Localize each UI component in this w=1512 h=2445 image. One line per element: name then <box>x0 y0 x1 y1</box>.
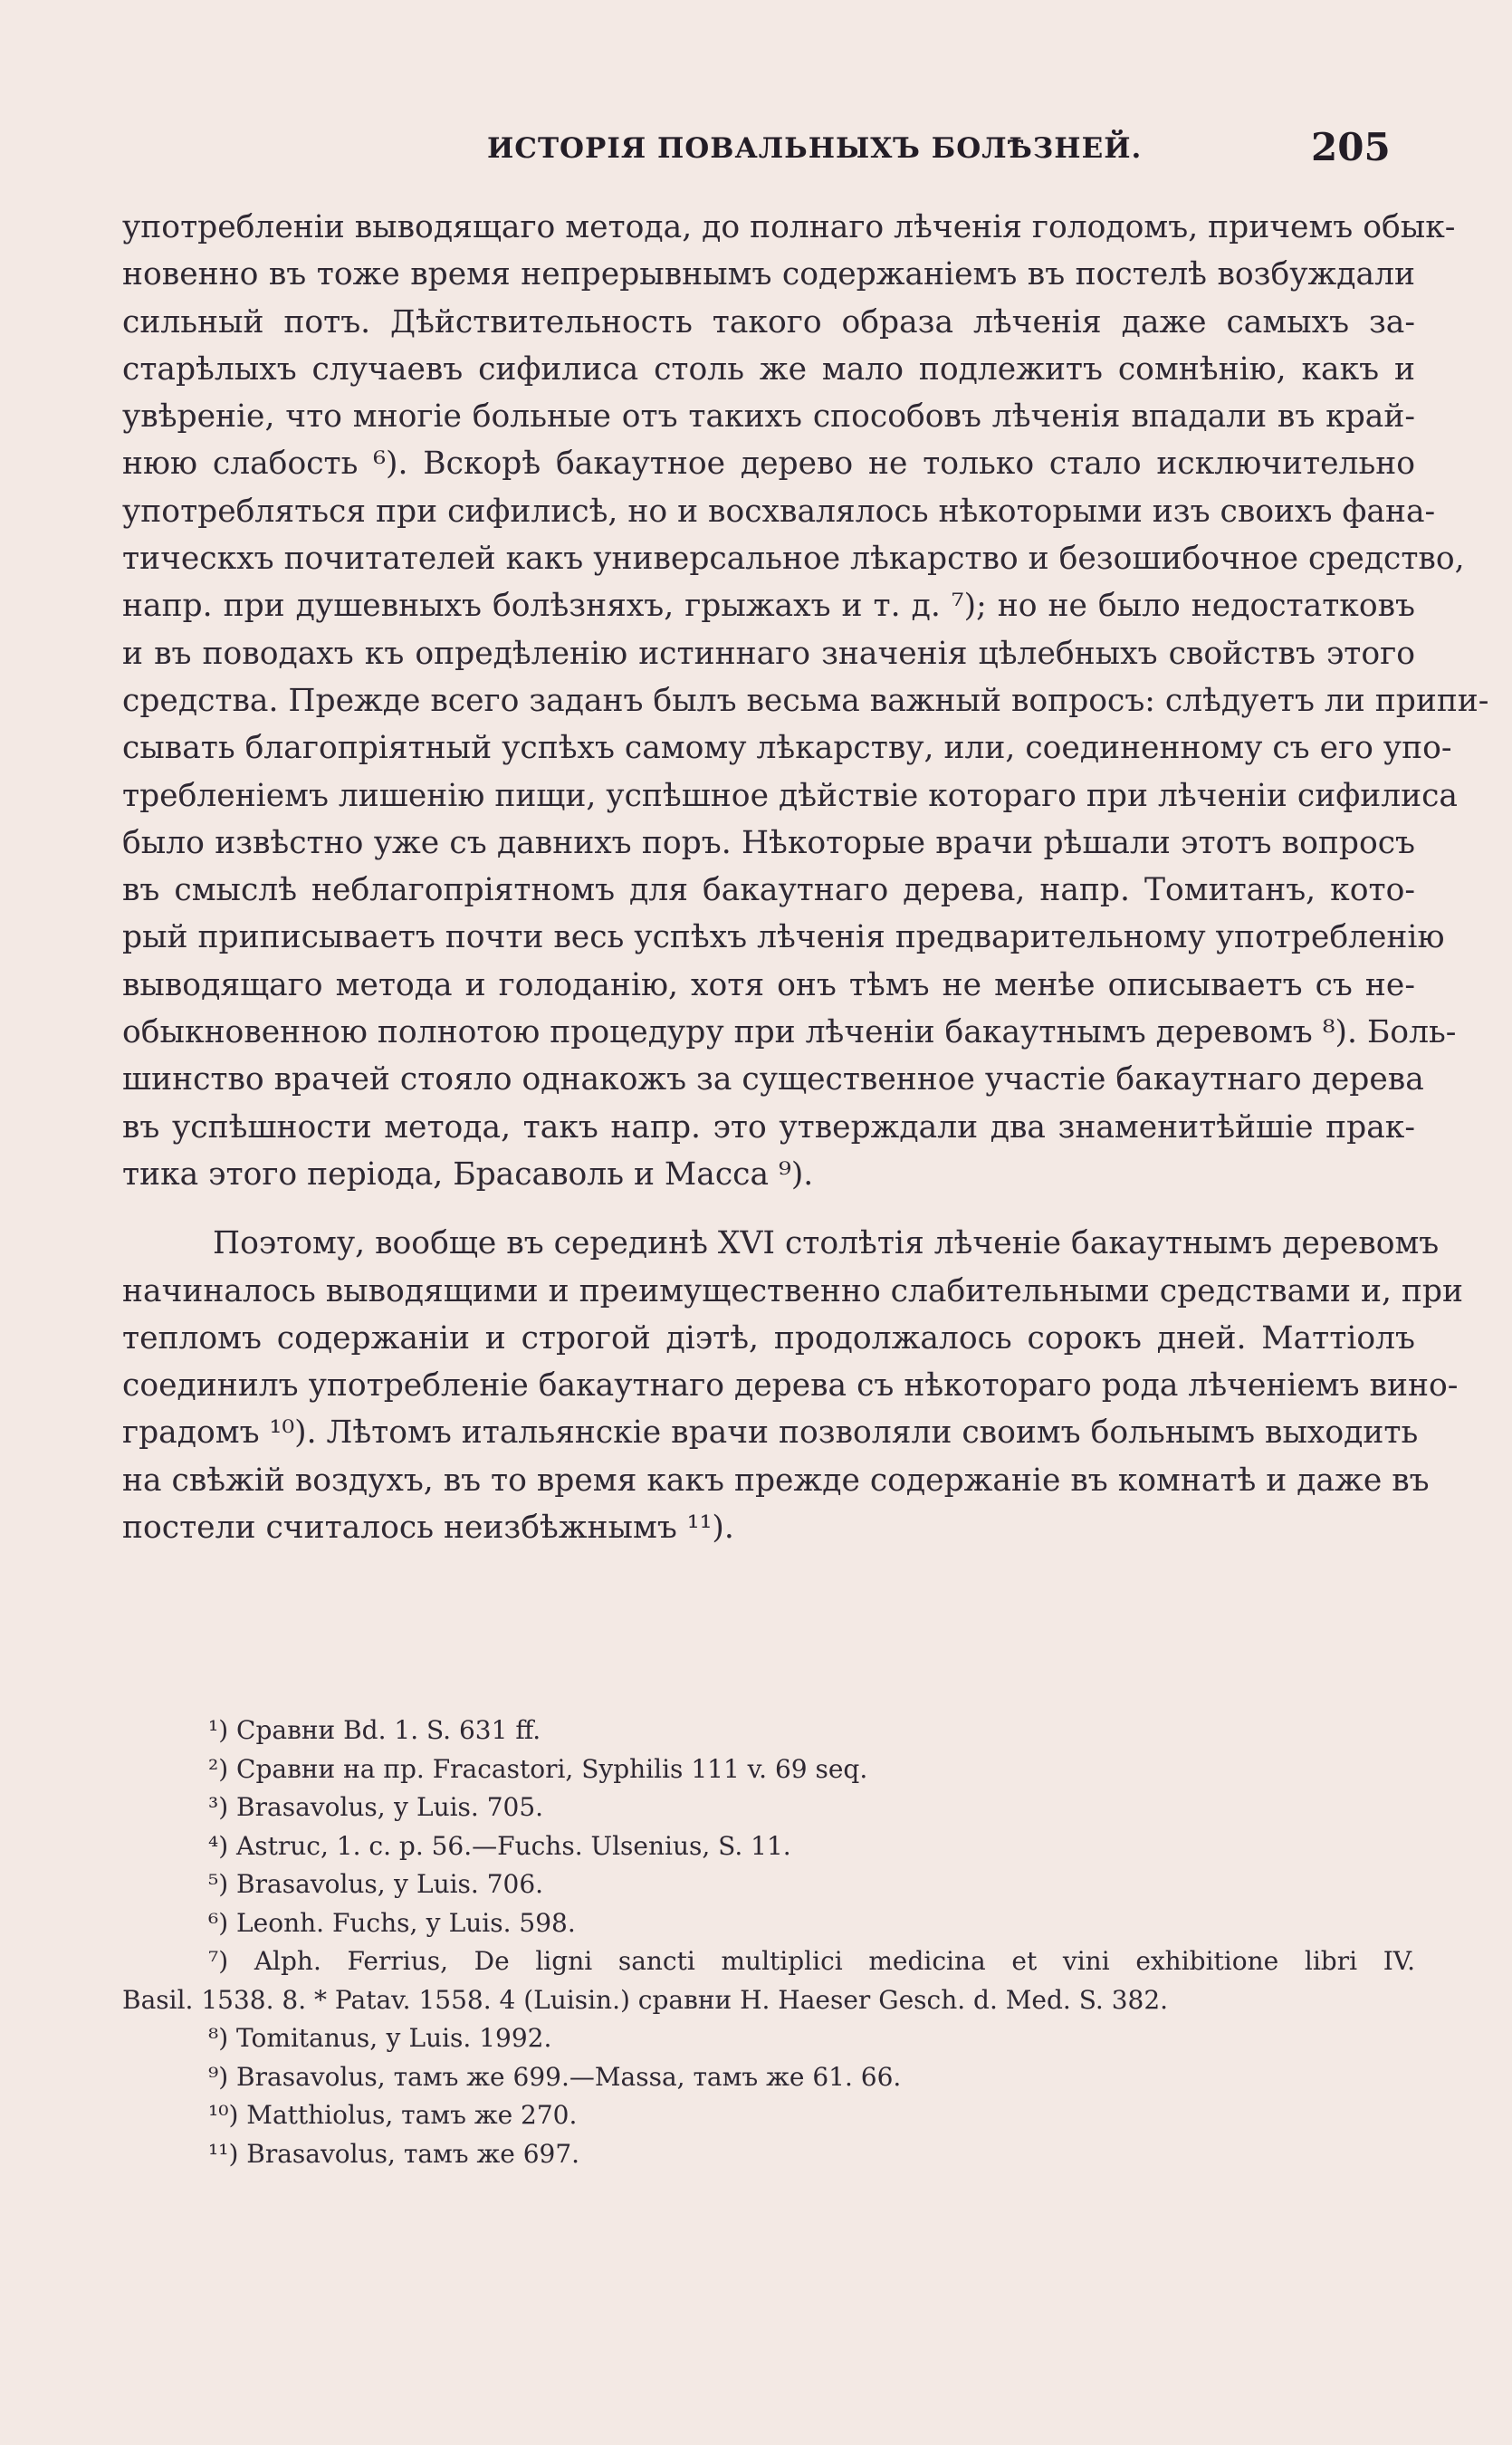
footnote: ⁴) Astruc, 1. c. p. 56.—Fuchs. Ulsenius, S. 11. <box>208 1830 791 1861</box>
text-line: сывать благопріятный успѣхъ самому лѣкарству, или, соединенному съ его упо- <box>122 730 1452 767</box>
text-line: градомъ ¹⁰). Лѣтомъ итальянскіе врачи позволяли своимъ больнымъ выходить <box>122 1414 1419 1452</box>
text-line: соединилъ употребленіе бакаутнаго дерева съ нѣкотораго рода лѣченіемъ вино- <box>122 1367 1459 1405</box>
footnote: ⁷) Alph. Ferrius, De ligni sancti multiplici medicina et vini exhibitione libri IV. <box>208 1946 1415 1976</box>
text-line: начиналось выводящими и преимущественно слабительными средствами и, при <box>122 1272 1463 1309</box>
text-line: обыкновенною полнотою процедуру при лѣченіи бакаутнымъ деревомъ ⁸). Боль- <box>122 1014 1457 1051</box>
text-line: тическхъ почитателей какъ универсальное лѣкарство и безошибочное средство, <box>122 541 1465 578</box>
text-line: тика этого періода, Брасаволь и Масса ⁹). <box>122 1155 814 1193</box>
paragraph-1 <box>122 204 1489 1198</box>
text-line: сильный потъ. Дѣйствительность такого образа лѣченія даже самыхъ за- <box>122 303 1415 340</box>
footnote: ⁸) Tomitanus, у Luis. 1992. <box>208 2023 552 2053</box>
text-line: выводящаго метода и голоданію, хотя онъ тѣмъ не менѣе описываетъ съ не- <box>122 966 1415 1003</box>
footnote: ⁹) Brasavolus, тамъ же 699.—Massa, тамъ же 61. 66. <box>208 2061 902 2092</box>
footnote: ³) Brasavolus, у Luis. 705. <box>208 1792 544 1822</box>
text-line: напр. при душевныхъ болѣзняхъ, грыжахъ и т. д. ⁷); но не было недостатковъ <box>122 588 1415 625</box>
text-line: постели считалось неизбѣжнымъ ¹¹). <box>122 1510 734 1547</box>
footnote: ¹) Сравни Bd. 1. S. 631 ff. <box>208 1715 541 1745</box>
paragraph-2 <box>122 1220 1463 1551</box>
main-text <box>122 204 1489 1551</box>
text-line: тепломъ содержаніи и строгой діэтѣ, продолжалось сорокъ дней. Маттіолъ <box>122 1319 1415 1357</box>
footnote: ²) Сравни на пр. Fracastori, Syphilis 111 v. 69 seq. <box>208 1753 868 1784</box>
page-header <box>0 120 1512 183</box>
text-line: новенно въ тоже время непрерывнымъ содержаніемъ въ постелѣ возбуждали <box>122 256 1415 293</box>
text-line: средства. Прежде всего заданъ былъ весьма важный вопросъ: слѣдуетъ ли припи- <box>122 682 1489 719</box>
text-line: рый приписываетъ почти весь успѣхъ лѣченія предварительному употребленію <box>122 919 1445 956</box>
footnote: ⁶) Leonh. Fuchs, у Luis. 598. <box>208 1907 576 1938</box>
footnote: ¹⁰) Matthiolus, тамъ же 270. <box>208 2100 578 2130</box>
text-line: въ успѣшности метода, такъ напр. это утверждали два знаменитѣйшіе прак- <box>122 1108 1415 1146</box>
text-line: въ смыслѣ неблагопріятномъ для бакаутнаго дерева, напр. Томитанъ, кото- <box>122 872 1415 909</box>
footnote-continuation: Basil. 1538. 8. * Patav. 1558. 4 (Luisin.) сравни H. Haeser Gesch. d. Med. S. 382. <box>122 1984 1169 2015</box>
footnote: ⁵) Brasavolus, у Luis. 706. <box>208 1869 544 1899</box>
text-line: было извѣстно уже съ давнихъ поръ. Нѣкоторые врачи рѣшали этотъ вопросъ <box>122 824 1415 861</box>
footnote: ¹¹) Brasavolus, тамъ же 697. <box>208 2138 580 2169</box>
text-line: на свѣжій воздухъ, въ то время какъ прежде содержаніе въ комнатѣ и даже въ <box>122 1462 1430 1499</box>
text-line: шинство врачей стояло однакожъ за существенное участіе бакаутнаго дерева <box>122 1061 1424 1098</box>
page-number: 205 <box>1311 125 1391 169</box>
text-line: старѣлыхъ случаевъ сифилиса столь же мало подлежитъ сомнѣнію, какъ и <box>122 350 1415 388</box>
text-line: Поэтому, вообще въ серединѣ XVI столѣтія лѣченіе бакаутнымъ деревомъ <box>213 1225 1440 1262</box>
footnotes <box>122 1712 1415 2173</box>
text-line: требленіемъ лишенію пищи, успѣшное дѣйствіе котораго при лѣченіи сифилиса <box>122 777 1458 814</box>
running-title: ИСТОРІЯ ПОВАЛЬНЫХЪ БОЛѢЗНЕЙ. <box>487 132 1143 165</box>
text-line: употребленіи выводящаго метода, до полнаго лѣченія голодомъ, причемъ обык- <box>122 209 1456 245</box>
text-line: и въ поводахъ къ опредѣленію истиннаго значенія цѣлебныхъ свойствъ этого <box>122 635 1415 672</box>
text-line: нюю слабость ⁶). Вскорѣ бакаутное дерево не только стало исключительно <box>122 446 1415 483</box>
text-line: увѣреніе, что многіе больные отъ такихъ способовъ лѣченія впадали въ край- <box>122 398 1415 436</box>
text-line: употребляться при сифилисѣ, но и восхвалялось нѣкоторыми изъ своихъ фана- <box>122 493 1436 530</box>
